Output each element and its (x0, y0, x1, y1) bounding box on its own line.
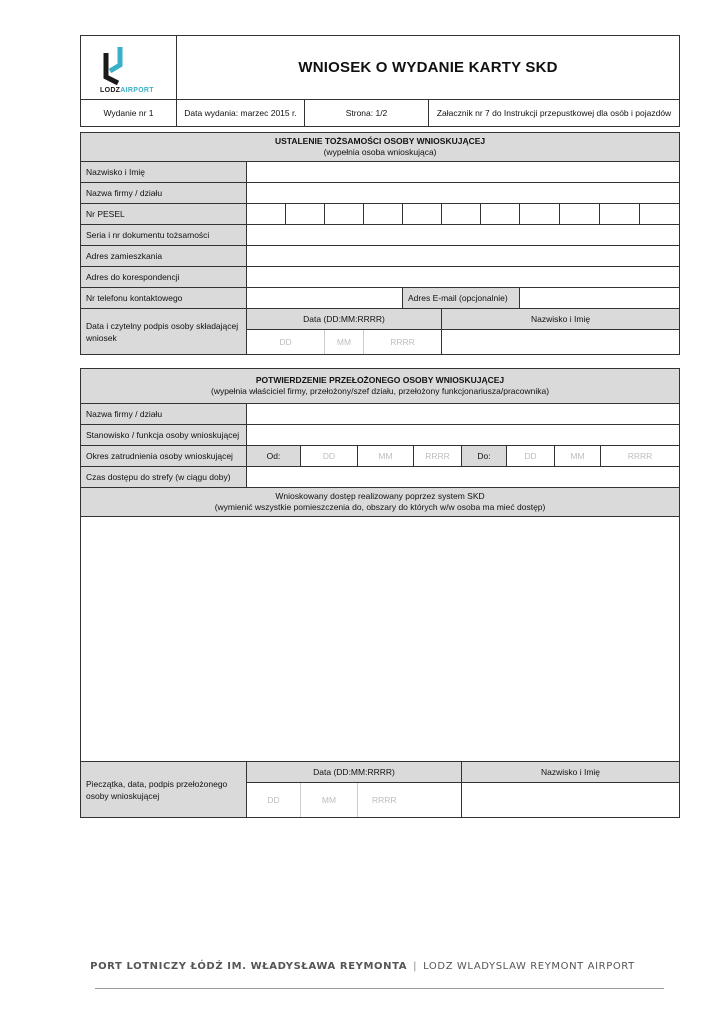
correspondence-field[interactable] (247, 267, 680, 288)
supervisor-company-field[interactable] (247, 404, 680, 425)
section1-subtitle: (wypełnia osoba wnioskująca) (323, 147, 437, 157)
from-month-field[interactable]: MM (358, 446, 414, 467)
pesel-digit[interactable] (560, 204, 600, 225)
date-day-field[interactable]: DD (247, 330, 325, 355)
address-label: Adres zamieszkania (81, 246, 247, 267)
signature-name-field[interactable] (442, 330, 680, 355)
supervisor-confirmation-table (80, 368, 680, 818)
from-year-field[interactable]: RRRR (414, 446, 462, 467)
issue-date: Data wydania: marzec 2015 r. (177, 100, 305, 127)
email-field[interactable] (520, 288, 680, 309)
pesel-digit[interactable] (481, 204, 520, 225)
pesel-digit[interactable] (403, 204, 442, 225)
lodz-airport-logo (86, 39, 156, 95)
footer (0, 961, 725, 972)
access-header (81, 488, 680, 517)
phone-field[interactable] (247, 288, 403, 309)
employment-label: Okres zatrudnienia osoby wnioskującej (81, 446, 247, 467)
date-year-field[interactable]: RRRR (364, 330, 442, 355)
to-year-field[interactable]: RRRR (601, 446, 680, 467)
to-day-field[interactable]: DD (507, 446, 555, 467)
supervisor-day-field[interactable]: DD (247, 783, 301, 818)
pesel-digit[interactable] (286, 204, 325, 225)
header-table (80, 35, 680, 127)
section1-title: USTALENIE TOŻSAMOŚCI OSOBY WNIOSKUJĄCEJ (274, 136, 486, 146)
pesel-digit[interactable] (247, 204, 286, 225)
access-time-label: Czas dostępu do strefy (w ciągu doby) (81, 467, 247, 488)
from-label: Od: (247, 446, 301, 467)
pesel-digit[interactable] (640, 204, 680, 225)
pesel-digit[interactable] (600, 204, 640, 225)
pesel-digit[interactable] (442, 204, 481, 225)
footer-english-name: LODZ WLADYSLAW REYMONT AIRPORT (423, 961, 635, 972)
supervisor-month-field[interactable]: MM (301, 783, 358, 818)
from-day-field[interactable]: DD (301, 446, 358, 467)
id-doc-label: Seria i nr dokumentu tożsamości (81, 225, 247, 246)
section1-header (81, 133, 680, 162)
access-areas-field[interactable] (81, 517, 680, 762)
access-subtitle: (wymienić wszystkie pomieszczenia do, obszary do których w/w osoba ma mieć dostęp) (214, 502, 546, 512)
pesel-digit[interactable] (325, 204, 364, 225)
name-header: Nazwisko i Imię (442, 309, 680, 330)
section2-header (81, 369, 680, 404)
access-title: Wnioskowany dostęp realizowany poprzez system SKD (275, 491, 485, 501)
edition-label: Wydanie nr 1 (81, 100, 177, 127)
id-doc-field[interactable] (247, 225, 680, 246)
pesel-digit[interactable] (520, 204, 560, 225)
date-month-field[interactable]: MM (325, 330, 364, 355)
section2-title: POTWIERDZENIE PRZEŁOŻONEGO OSOBY WNIOSKUJĄCEJ (255, 375, 505, 385)
section2-subtitle: (wypełnia właściciel firmy, przełożony/szef działu, przełożony funkcjonariusza/pracownika) (210, 386, 550, 396)
stamp-label: Pieczątka, data, podpis przełożonego osoby wnioskującej (81, 762, 247, 818)
pesel-digit[interactable] (364, 204, 403, 225)
supervisor-company-label: Nazwa firmy / działu (81, 404, 247, 425)
footer-polish-name: PORT LOTNICZY ŁÓDŹ IM. WŁADYSŁAWA REYMONTA (90, 961, 408, 972)
form-title: WNIOSEK O WYDANIE KARTY SKD (177, 36, 680, 100)
supervisor-year-field[interactable]: RRRR (358, 783, 462, 818)
correspondence-label: Adres do korespondencji (81, 267, 247, 288)
company-label: Nazwa firmy / działu (81, 183, 247, 204)
name-field[interactable] (247, 162, 680, 183)
logo-wordmark: LODZAIRPORT (100, 86, 154, 94)
footer-separator: | (413, 961, 418, 972)
applicant-identity-table (80, 132, 680, 355)
attachment-note: Załacznik nr 7 do Instrukcji przepustkowej dla osób i pojazdów (429, 100, 680, 127)
page-number: Strona: 1/2 (305, 100, 429, 127)
position-field[interactable] (247, 425, 680, 446)
position-label: Stanowisko / funkcja osoby wnioskującej (81, 425, 247, 446)
supervisor-name-header: Nazwisko i Imię (462, 762, 680, 783)
signature-label: Data i czytelny podpis osoby składającej wniosek (81, 309, 247, 355)
to-month-field[interactable]: MM (555, 446, 601, 467)
access-time-field[interactable] (247, 467, 680, 488)
footer-divider (95, 988, 664, 989)
address-field[interactable] (247, 246, 680, 267)
date-header: Data (DD:MM:RRRR) (247, 309, 442, 330)
company-field[interactable] (247, 183, 680, 204)
name-label: Nazwisko i Imię (81, 162, 247, 183)
pesel-label: Nr PESEL (81, 204, 247, 225)
phone-label: Nr telefonu kontaktowego (81, 288, 247, 309)
email-label: Adres E-mail (opcjonalnie) (403, 288, 520, 309)
supervisor-date-header: Data (DD:MM:RRRR) (247, 762, 462, 783)
to-label: Do: (462, 446, 507, 467)
supervisor-name-field[interactable] (462, 783, 680, 818)
logo-cell (81, 36, 177, 100)
